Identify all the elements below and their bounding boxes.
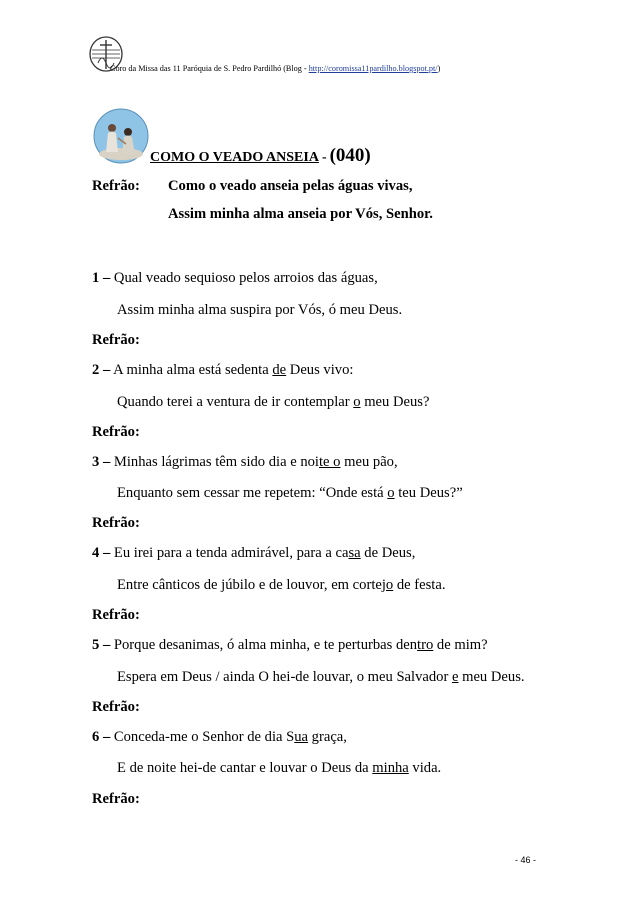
verse-underlined: jo xyxy=(381,577,394,593)
verse-underlined: o xyxy=(387,485,395,501)
verse-text: Quando terei a ventura de ir contemplar xyxy=(117,394,354,410)
verse-6-line-2 xyxy=(117,760,441,777)
header-close: ) xyxy=(437,64,441,73)
song-title-line xyxy=(150,145,371,167)
verse-text: de Deus, xyxy=(360,545,416,561)
verse-text: Conceda-me o Senhor de dia S xyxy=(110,729,295,745)
verse-text: vida. xyxy=(408,760,442,776)
verse-underlined: e xyxy=(451,669,459,685)
song-title: COMO O VEADO ANSEIA xyxy=(150,150,319,165)
verse-text: meu pão, xyxy=(340,454,398,470)
verse-text: Minhas lágrimas têm sido dia e noi xyxy=(110,454,319,470)
refrain-line-1: Como o veado anseia pelas águas vivas, xyxy=(168,178,413,194)
refrain-label: Refrão: xyxy=(92,178,140,194)
verse-underlined: de xyxy=(272,362,287,378)
refrain-line-2: Assim minha alma anseia por Vós, Senhor. xyxy=(168,206,433,222)
verse-text: A minha alma está sedenta xyxy=(110,362,273,378)
verse-number: 6 – xyxy=(92,729,111,745)
verse-text: teu Deus?” xyxy=(394,485,463,501)
refrain-marker: Refrão: xyxy=(92,332,140,348)
refrain-marker: Refrão: xyxy=(92,699,140,715)
song-number: (040) xyxy=(329,145,371,166)
verse-underlined: o xyxy=(353,394,361,410)
baptism-illustration xyxy=(92,108,150,164)
verse-text: Qual veado sequioso pelos arroios das águas, xyxy=(110,270,378,286)
verse-number: 5 – xyxy=(92,637,111,653)
verse-underlined: ua xyxy=(294,729,309,745)
page-number: - 46 - xyxy=(515,855,537,865)
refrain-marker: Refrão: xyxy=(92,424,140,440)
verse-underlined: te o xyxy=(319,454,341,470)
verse-number: 4 – xyxy=(92,545,111,561)
verse-3-line-2 xyxy=(117,485,463,502)
verse-text: Eu irei para a tenda admirável, para a ca xyxy=(110,545,349,561)
verse-underlined: sa xyxy=(348,545,361,561)
verse-5-line-1 xyxy=(92,637,488,654)
header-line xyxy=(110,64,440,73)
blog-link[interactable]: http://coromissa11pardilho.blogspot.pt/ xyxy=(308,64,438,73)
verse-text: Deus vivo: xyxy=(286,362,354,378)
refrain-marker: Refrão: xyxy=(92,607,140,623)
verse-4-line-1 xyxy=(92,545,415,562)
verse-6-line-1 xyxy=(92,729,347,746)
verse-text: Espera em Deus / ainda O hei-de louvar, o meu Salvador xyxy=(117,669,452,685)
verse-5-line-2 xyxy=(117,669,525,686)
verse-2-line-2 xyxy=(117,394,429,411)
verse-3-line-1 xyxy=(92,454,398,471)
refrain-marker: Refrão: xyxy=(92,791,140,807)
verse-text: Porque desanimas, ó alma minha, e te perturbas den xyxy=(110,637,418,653)
header-text: Coro da Missa das 11 Paróquia de S. Pedro Pardilhó (Blog - xyxy=(110,64,309,73)
verse-text: Enquanto sem cessar me repetem: “Onde está xyxy=(117,485,388,501)
verse-text: de festa. xyxy=(393,577,446,593)
verse-number: 2 – xyxy=(92,362,111,378)
verse-text: de mim? xyxy=(433,637,488,653)
verse-2-line-1 xyxy=(92,362,353,379)
verse-number: 1 – xyxy=(92,270,111,286)
verse-1-line-1 xyxy=(92,270,378,287)
verse-text: Entre cânticos de júbilo e de louvor, em corte xyxy=(117,577,382,593)
title-dash: - xyxy=(321,150,327,165)
verse-text: E de noite hei-de cantar e louvar o Deus da xyxy=(117,760,373,776)
verse-text: meu Deus? xyxy=(360,394,430,410)
verse-text: meu Deus. xyxy=(458,669,525,685)
verse-1-line-2: Assim minha alma suspira por Vós, ó meu Deus. xyxy=(117,302,403,318)
verse-number: 3 – xyxy=(92,454,111,470)
verse-underlined: tro xyxy=(417,637,434,653)
verse-underlined: minha xyxy=(372,760,409,776)
verse-text: graça, xyxy=(308,729,347,745)
refrain-marker: Refrão: xyxy=(92,515,140,531)
verse-4-line-2 xyxy=(117,577,446,594)
